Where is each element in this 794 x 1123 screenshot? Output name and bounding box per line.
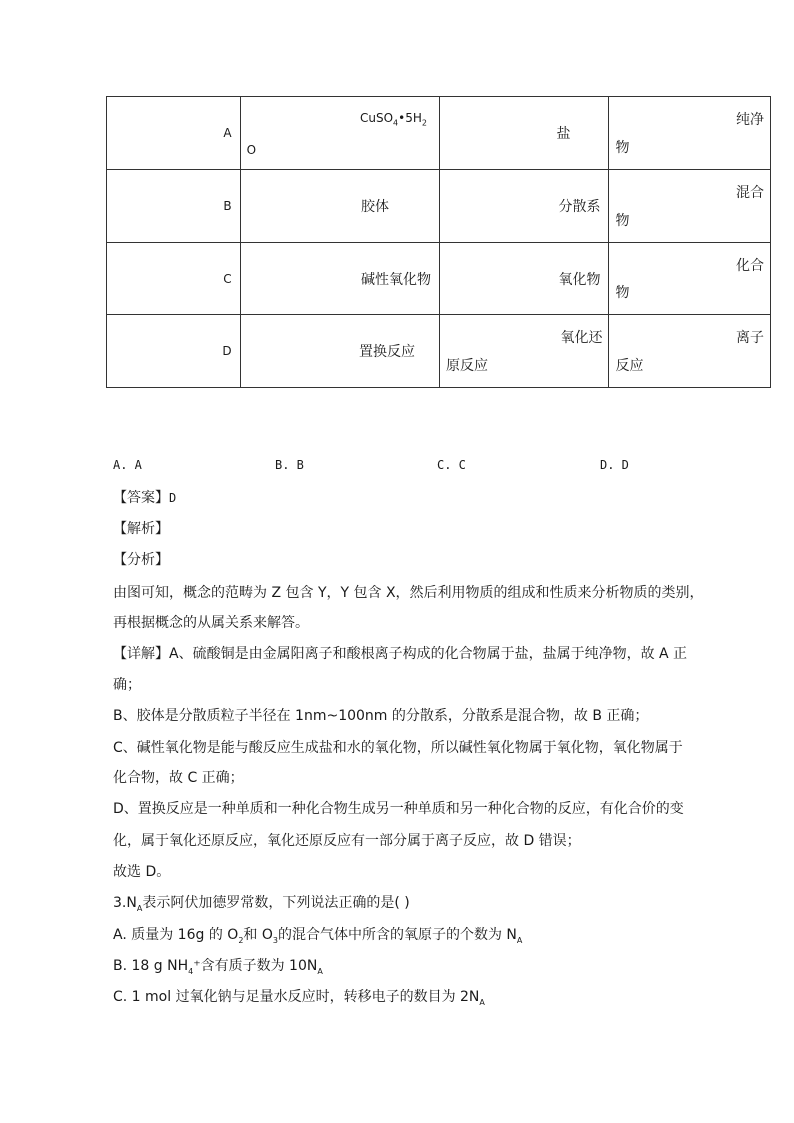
detail-line-6: D、置换反应是一种单质和一种化合物生成另一种单质和另一种化合物的反应，有化合价的变	[113, 801, 684, 817]
row-label: C	[223, 271, 232, 286]
option-b[interactable]: B. B	[275, 458, 304, 472]
answer-value: D	[169, 491, 177, 505]
row-d-x-cell	[240, 315, 439, 388]
detail-line-2: 确；	[113, 677, 141, 693]
row-a-label-cell	[107, 97, 241, 170]
detail-label: 【详解】	[113, 646, 169, 662]
detail-line-4: C、碱性氧化物是能与酸反应生成盐和水的氧化物，所以碱性氧化物属于氧化物，氧化物属于	[113, 740, 683, 756]
row-d-z-cell	[609, 315, 771, 388]
cell-text-line2: 原反应	[445, 358, 488, 374]
detail-line-5: 化合物，故 C 正确；	[113, 770, 244, 786]
row-a-x-cell	[240, 97, 439, 170]
question-3-stem: $3.N_A$表示阿伏加德罗常数，下列说法正确的是( )	[113, 895, 410, 913]
cell-text-line1: 混合	[736, 185, 764, 201]
row-c-y-cell	[439, 243, 608, 315]
jiexi-heading: 【解析】	[113, 521, 169, 537]
detail-line-3: B、胶体是分散质粒子半径在 1nm~100nm 的分散系，分散系是混合物，故 B 正确；	[113, 708, 649, 724]
row-b-z-cell	[609, 170, 771, 243]
cell-text-line1: 氧化还	[560, 330, 603, 346]
cell-text-line1: 离子	[736, 330, 764, 346]
row-c-x-cell	[240, 243, 439, 315]
cell-text: 盐	[556, 126, 571, 142]
cell-text: 碱性氧化物	[360, 271, 431, 288]
analysis-line-2: 再根据概念的从属关系来解答。	[113, 615, 309, 631]
answer-line	[113, 487, 176, 507]
row-a-z-cell	[609, 97, 771, 170]
cell-text: 氧化物	[558, 271, 601, 288]
row-b-label-cell	[107, 170, 241, 243]
row-b-y-cell	[439, 170, 608, 243]
cell-text: 胶体	[360, 199, 389, 215]
row-b-x-cell	[240, 170, 439, 243]
row-c-z-cell	[609, 243, 771, 315]
detail-line-1: 【详解】A、硫酸铜是由金属阳离子和酸根离子构成的化合物属于盐，盐属于纯净物，故 A 正	[113, 646, 688, 662]
cuso4-formula-tail: O	[246, 143, 257, 157]
cell-text-line2: 反应	[615, 358, 644, 374]
answer-options	[113, 458, 713, 476]
cell-text-line2: 物	[615, 285, 630, 301]
cell-text-line2: 物	[615, 140, 630, 156]
row-c-label-cell	[107, 243, 241, 315]
question-3-option-c[interactable]: C. 1 mol 过氧化钠与足量水反应时，转移电子的数目为 $2N_A$	[113, 989, 485, 1007]
answer-label: 【答案】	[113, 490, 169, 506]
row-label: B	[223, 199, 232, 213]
question-3-option-a[interactable]: A. 质量为 16g 的 $O_2$和 $O_3$的混合气体中所含的氧原子的个数为 $N_A$	[113, 927, 523, 945]
fenxi-heading: 【分析】	[113, 552, 169, 568]
option-a[interactable]: A. A	[113, 458, 142, 472]
cuso4-formula: $CuSO_4•5H_2$	[360, 111, 427, 128]
row-d-label-cell	[107, 315, 241, 388]
row-a-y-cell	[439, 97, 608, 170]
row-label: A	[223, 126, 232, 140]
cell-text-line2: 物	[615, 213, 630, 229]
cell-text: 分散系	[558, 199, 601, 215]
cell-text: 置换反应	[358, 344, 415, 360]
option-c[interactable]: C. C	[437, 458, 466, 472]
cell-text-line1: 纯净	[736, 112, 764, 128]
row-label: D	[222, 344, 232, 358]
analysis-line-1: 由图可知，概念的范畴为 Z 包含 Y，Y 包含 X，然后利用物质的组成和性质来分析物质的类别，	[113, 585, 704, 601]
option-d[interactable]: D. D	[600, 458, 629, 472]
cell-text-line1: 化合	[736, 258, 764, 274]
concept-table	[106, 96, 771, 388]
conclusion: 故选 D。	[113, 864, 171, 880]
detail-line-7: 化，属于氧化还原反应，氧化还原反应有一部分属于离子反应，故 D 错误；	[113, 833, 581, 849]
question-3-option-b[interactable]: B. 18 g $NH_4^+$含有质子数为 $10N_A$	[113, 958, 323, 976]
row-d-y-cell	[439, 315, 608, 388]
